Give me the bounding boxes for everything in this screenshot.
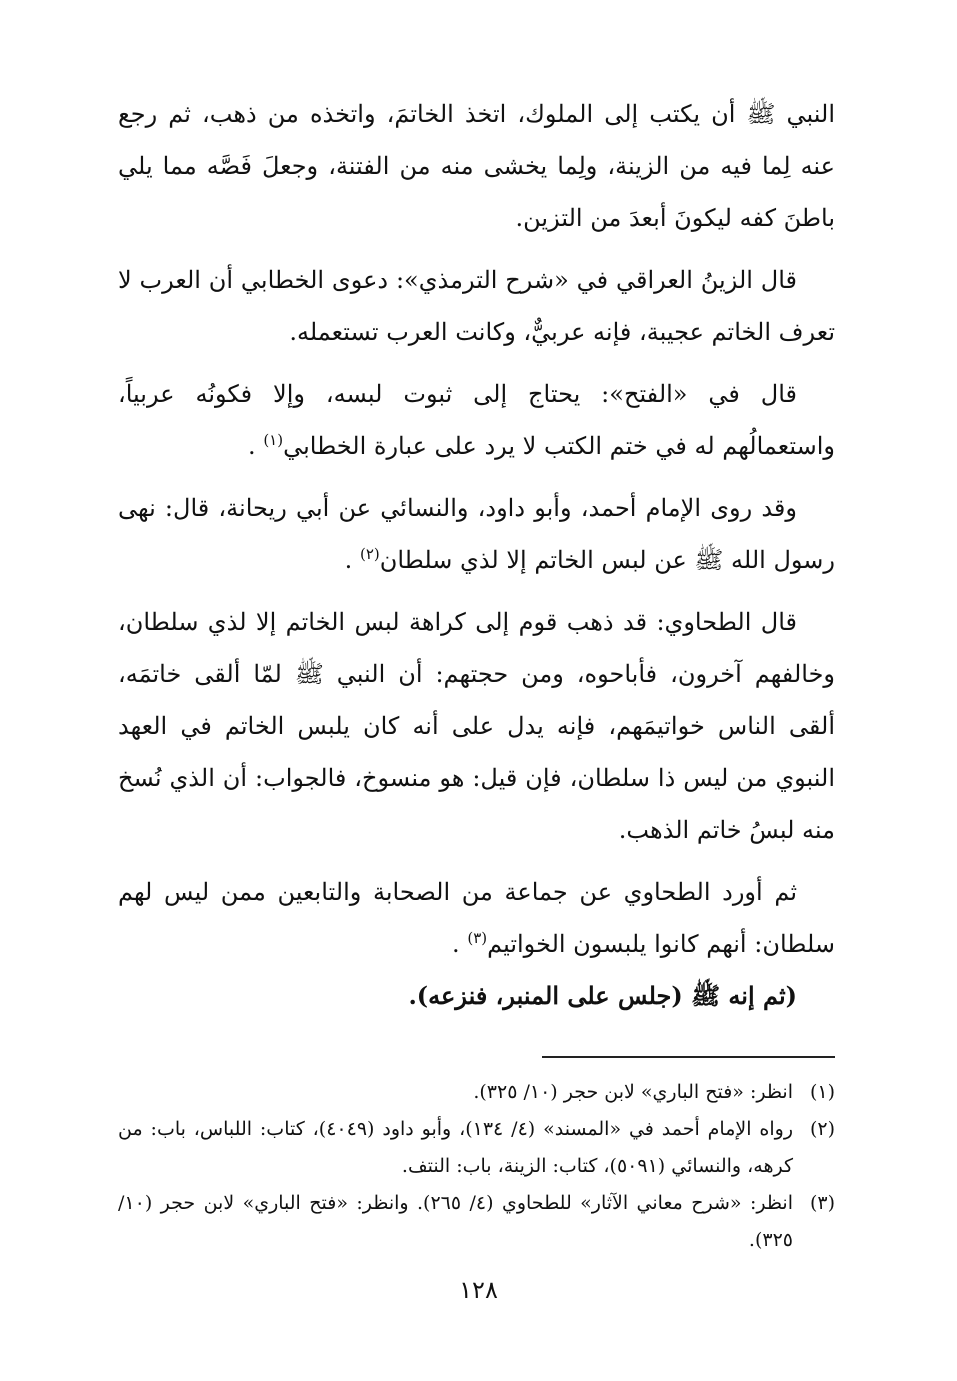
footnote-2-text: رواه الإمام أحمد في «المسند» (٤/ ١٣٤)، وأبو داود (٤٠٤٩)، كتاب: اللباس، باب: من كرهه، والنسائي (٥٠٩١)، كتاب: الزينة، باب: النتف. [118, 1118, 793, 1177]
paragraph-5-text: قال الطحاوي: قد ذهب قوم إلى كراهة لبس الخاتم إلا لذي سلطان، وخالفهم آخرون، فأباحوه، ومن حجتهم: أن النبي ﷺ لمّا ألقى خاتمَه، ألقى الناس خواتيمَهم، فإنه يدل على أنه كان يلبس الخاتم في العهد النبوي من ليس ذا سلطان، فإن قيل: هو منسوخ، فالجواب: أن الذي نُسخ منه لبسُ خاتم الذهب. [118, 608, 835, 844]
paragraph-7-bold [118, 970, 835, 1022]
paragraph-6-end: . [452, 930, 460, 958]
footnote-3-text: انظر: «شرح معاني الآثار» للطحاوي (٤/ ٢٦٥). وانظر: «فتح الباري» لابن حجر (١٠/ ٣٢٥). [118, 1192, 793, 1251]
footnote-2-number: (٢) [809, 1118, 835, 1140]
footnote-ref-2[interactable]: (٢) [359, 545, 380, 563]
paragraph-6-text: ثم أورد الطحاوي عن جماعة من الصحابة والتابعين ممن ليس لهم سلطان: أنهم كانوا يلبسون الخواتيم [118, 878, 835, 958]
paragraph-1-text: النبي ﷺ أن يكتب إلى الملوك، اتخذ الخاتمَ، واتخذه من ذهب، ثم رجع عنه لِما فيه من الزينة، ولِما يخشى منه من الفتنة، وجعلَ فَصَّه مما يلي باطنَ كفه ليكونَ أبعدَ من التزين. [118, 100, 835, 232]
paragraph-2 [118, 254, 835, 358]
paragraph-4-text: وقد روى الإمام أحمد، وأبو داود، والنسائي عن أبي ريحانة، قال: نهى رسول الله ﷺ عن لبس الخاتم إلا لذي سلطان [118, 494, 835, 574]
footnote-3 [118, 1185, 835, 1259]
footnote-1-text: انظر: «فتح الباري» لابن حجر (١٠/ ٣٢٥). [473, 1081, 793, 1103]
footnote-ref-1[interactable]: (١) [263, 431, 284, 449]
page-number: ١٢٨ [459, 1276, 498, 1304]
footnote-1 [118, 1074, 835, 1111]
footnotes [118, 1074, 835, 1259]
paragraph-6 [118, 866, 835, 970]
paragraph-4-end: . [344, 546, 353, 574]
paragraph-4 [118, 482, 835, 586]
footnote-2 [118, 1111, 835, 1185]
footnote-ref-3[interactable]: (٣) [467, 929, 488, 947]
paragraph-7-text: (ثم إنه ﷺ (جلس على المنبر، فنزعه). [408, 981, 797, 1010]
paragraph-3 [118, 368, 835, 472]
paragraph-5 [118, 596, 835, 856]
paragraph-1 [118, 88, 835, 244]
footnote-separator [542, 1056, 835, 1058]
paragraph-3-text: قال في «الفتح»: يحتاج إلى ثبوت لبسه، وإلا فكونُه عربياً، واستعمالُهم له في ختم الكتب لا يرد على عبارة الخطابي [118, 380, 835, 460]
footnote-3-number: (٣) [809, 1192, 835, 1214]
paragraph-2-text: قال الزينُ العراقي في «شرح الترمذي»: دعوى الخطابي أن العرب لا تعرف الخاتم عجيبة، فإنه عربيٌّ، وكانت العرب تستعمله. [118, 266, 835, 346]
footnote-1-number: (١) [809, 1081, 835, 1103]
paragraph-3-end: . [248, 432, 256, 460]
